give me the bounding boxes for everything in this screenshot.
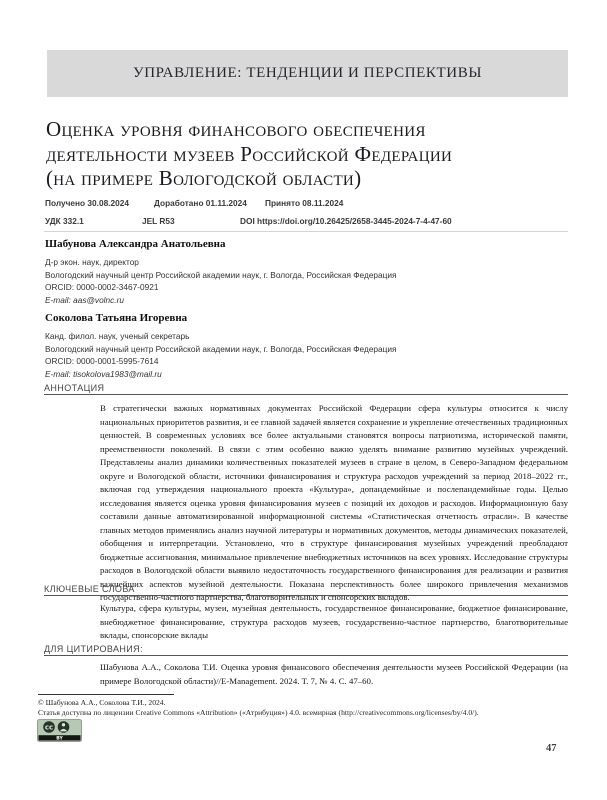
footer-text — [38, 698, 578, 717]
author-1-name: Шабунова Александра Анатольевна — [45, 238, 226, 250]
keywords-rule — [44, 595, 568, 596]
abstract-text: В стратегически важных нормативных документах Российской Федерации сфера культуры относится к числу национальных приоритетов развития, и ее главной задачей является сохранение и укрепление отечественных традиционных ценностей. В современных условиях все более актуальными становятся вопросы патриотизма, исторической памяти, преемственности поколений. В связи с этим особенно важно уделять внимание развитию музейных учреждений. Представлены анализ динамики количественных показателей музеев в стране в целом, в Северо-Западном федеральном округе и Вологодской области, источники финансирования и структура расходов учреждений за период 2018–2022 гг., включая год утверждения национального проекта «Культура», допандемийные и послепандемийные годы. Целью исследования является оценка уровня финансирования музеев с позиций их доходов и расходов. Информационную базу составили данные автоматизированной информационной системы «Статистическая отчетность отрасли». В качестве главных методов применялись анализ научной литературы и нормативных документов, методы динамических показателей, обобщения и интерпретации. Установлено, что в структуре финансирования музейных учреждений преобладают бюджетные ассигнования, минимальное привлечение внебюджетных источников на всех уровнях. Исследование структуры расходов в Вологодской области выявило недостаточность государственного финансирования для реализации и развития важнейших аспектов музейной деятельности. Показана перспективность более широкого привлечения механизмов государственно-частного партнерства, благотворительных и спонсорских вкладов. — [100, 403, 568, 602]
keywords-text: Культура, сфера культуры, музеи, музейная деятельность, государственное финансирование, бюджетное финансирование, внебюджетное финансирование, структура расходов музеев, государственно-частное партнерство, благотворительные вклады, спонсорские вклады — [100, 603, 568, 640]
license-line[interactable]: Статья доступна по лицензии Creative Commons «Attribution» («Атрибуция») 4.0. всемирная (http://creativecommons.org/licenses/by/4.0/). — [38, 707, 479, 717]
received-date: Получено 30.08.2024 — [45, 198, 129, 208]
author-1-position: Д-р экон. наук, директор — [45, 257, 139, 267]
section-banner-label: УПРАВЛЕНИЕ: ТЕНДЕНЦИИ И ПЕРСПЕКТИВЫ — [132, 65, 483, 81]
section-banner — [47, 50, 568, 97]
author-2-orcid: ORCID: 0000-0001-5995-7614 — [45, 356, 159, 367]
article-title — [46, 117, 570, 191]
author-2-position: Канд. филол. наук, ученый секретарь — [45, 331, 190, 341]
author-2-affiliation: Вологодский научный центр Российской академии наук, г. Вологда, Российская Федерация — [45, 343, 397, 354]
revised-date: Доработано 01.11.2024 — [154, 198, 247, 208]
keywords-heading: КЛЮЧЕВЫЕ СЛОВА — [44, 584, 135, 594]
article-title-line-2: деятельности музеев Российской Федерации — [46, 141, 453, 166]
copyright-line: © Шабунова А.А., Соколова Т.И., 2024. — [38, 698, 166, 707]
author-1-affiliation: Вологодский научный центр Российской академии наук, г. Вологда, Российская Федерация — [45, 269, 397, 280]
udk-code: УДК 332.1 — [45, 216, 84, 226]
article-title-line-1: Оценка уровня финансового обеспечения — [46, 117, 426, 141]
by-label: BY — [56, 736, 63, 742]
cc-circle-icon: cc — [44, 723, 54, 732]
author-1-email[interactable]: E-mail: aas@volnc.ru — [45, 294, 124, 305]
author-2-details — [45, 330, 569, 380]
article-dates-row — [0, 198, 607, 210]
citation-text: Шабунова А.А., Соколова Т.И. Оценка уровня финансового обеспечения деятельности музеев Российской Федерации (на примере Вологодской области)//E-Management. 2024. Т. 7, № 4. С. 47–60. — [100, 662, 568, 686]
author-2-email[interactable]: E-mail: tisokolova1983@mail.ru — [45, 368, 162, 379]
article-codes-row — [0, 216, 607, 228]
page-number: 47 — [546, 743, 557, 754]
footnote-rule — [38, 694, 174, 695]
citation-heading: ДЛЯ ЦИТИРОВАНИЯ: — [44, 644, 143, 654]
jel-code: JEL R53 — [142, 216, 175, 226]
accepted-date: Принято 08.11.2024 — [265, 198, 344, 208]
meta-divider — [44, 231, 568, 232]
author-2-name: Соколова Татьяна Игоревна — [45, 312, 188, 324]
author-1-details — [45, 256, 569, 306]
abstract-rule — [44, 394, 568, 395]
doi-link[interactable]: DOI https://doi.org/10.26425/2658-3445-2024-7-4-47-60 — [240, 216, 452, 226]
citation-rule — [44, 655, 568, 656]
person-icon — [62, 723, 65, 726]
cc-by-badge-icon[interactable] — [37, 719, 82, 742]
abstract-heading: АННОТАЦИЯ — [44, 383, 105, 393]
author-1-orcid: ORCID: 0000-0002-3467-0921 — [45, 282, 159, 293]
article-title-line-3: (на примере Вологодской области) — [46, 166, 362, 190]
